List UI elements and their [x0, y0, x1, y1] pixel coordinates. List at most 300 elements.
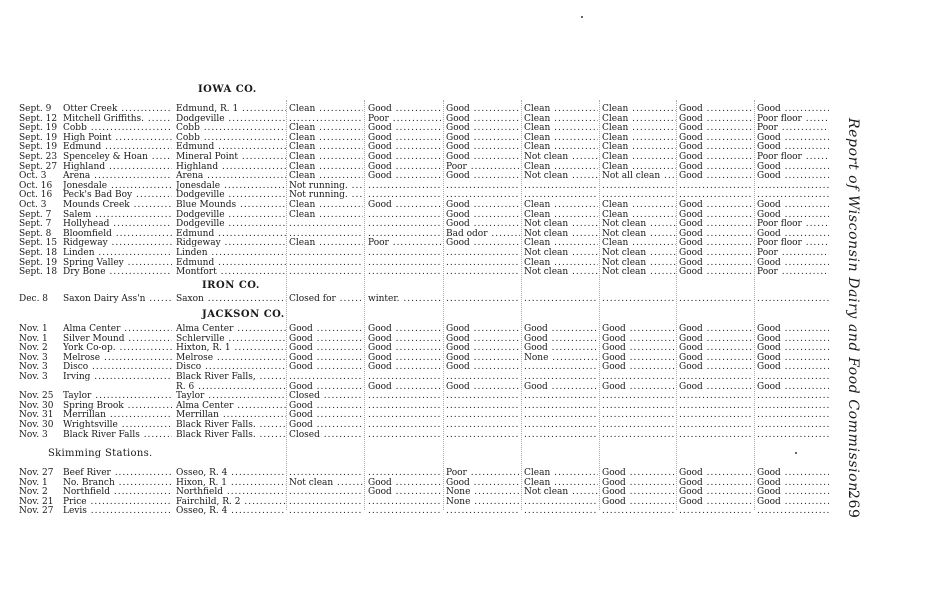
cell-col-1: Good .....: [289, 382, 363, 392]
cell-col-3: Poor .....: [446, 468, 520, 478]
cell-col-4: [524, 506, 598, 516]
cell-col-6: [679, 420, 753, 430]
cell-col-5: [602, 391, 676, 401]
cell-col-3: Poor .....: [446, 162, 520, 172]
cell-col-3: Good .....: [446, 334, 520, 344]
cell-factory-name: No. Branch .....: [63, 478, 172, 488]
cell-col-4: Not clean .....: [524, 229, 598, 239]
cell-col-2: [368, 210, 442, 220]
cell-col-2: Good .....: [368, 123, 442, 133]
cell-col-4: [524, 190, 598, 200]
cell-col-4: [524, 401, 598, 411]
cell-col-3: Bad odor .....: [446, 229, 520, 239]
cell-col-1: Clean .....: [289, 152, 363, 162]
cell-col-2: Good .....: [368, 152, 442, 162]
cell-factory-name: Black River Falls .....: [63, 430, 172, 440]
cell-col-7: [757, 294, 829, 304]
cell-col-6: Good .....: [679, 210, 753, 220]
cell-col-3: [446, 410, 520, 420]
cell-col-7: [757, 420, 829, 430]
cell-col-1: [289, 258, 363, 268]
cell-col-7: [757, 506, 829, 516]
cell-col-3: [446, 372, 520, 382]
cell-col-6: [679, 401, 753, 411]
cell-col-6: Good .....: [679, 267, 753, 277]
cell-col-1: Not clean .....: [289, 478, 363, 488]
cell-factory-name: Edmund .....: [63, 142, 172, 152]
cell-col-2: Good .....: [368, 343, 442, 353]
cell-factory-name: Levis .....: [63, 506, 172, 516]
cell-col-2: [368, 391, 442, 401]
cell-col-2: [368, 190, 442, 200]
cell-date: Sept. 7: [19, 209, 52, 220]
cell-date: Sept. 19: [19, 142, 58, 153]
table-row: [0, 382, 830, 392]
cell-col-6: Good .....: [679, 238, 753, 248]
table-row: [0, 353, 830, 363]
cell-col-2: [368, 229, 442, 239]
cell-col-3: Good .....: [446, 171, 520, 181]
cell-location: Hixton, R. 1 .....: [176, 343, 286, 353]
cell-location: Dodgeville .....: [176, 114, 286, 124]
cell-factory-name: Linden .....: [63, 248, 172, 258]
cell-col-6: Good .....: [679, 343, 753, 353]
cell-date: Nov. 21: [19, 496, 54, 507]
cell-location: Linden .....: [176, 248, 286, 258]
cell-location: Edmund .....: [176, 258, 286, 268]
cell-col-2: [368, 401, 442, 411]
cell-col-3: Good .....: [446, 238, 520, 248]
cell-col-2: [368, 430, 442, 440]
cell-col-6: [679, 190, 753, 200]
cell-col-5: Good .....: [602, 382, 676, 392]
table-row: [0, 248, 830, 258]
cell-factory-name: Mitchell Griffiths. .....: [63, 114, 172, 124]
cell-col-7: Poor floor .....: [757, 152, 829, 162]
cell-location: Jonesdale .....: [176, 181, 286, 191]
cell-col-3: Good .....: [446, 353, 520, 363]
cell-col-7: Good .....: [757, 362, 829, 372]
cell-col-2: [368, 248, 442, 258]
cell-col-2: Good .....: [368, 353, 442, 363]
cell-col-7: [757, 430, 829, 440]
cell-col-5: [602, 430, 676, 440]
cell-col-1: [289, 497, 363, 507]
cell-col-7: Poor .....: [757, 248, 829, 258]
table-row: [0, 152, 830, 162]
cell-col-6: [679, 294, 753, 304]
cell-col-4: Good .....: [524, 382, 598, 392]
cell-col-6: Good .....: [679, 114, 753, 124]
cell-col-5: Clean .....: [602, 200, 676, 210]
cell-date: Oct. 3: [19, 200, 47, 210]
cell-col-3: Good .....: [446, 324, 520, 334]
cell-col-6: Good .....: [679, 171, 753, 181]
cell-date: Nov. 27: [19, 468, 54, 478]
table-row: [0, 171, 830, 181]
cell-location: Cobb .....: [176, 123, 286, 133]
cell-col-5: Clean .....: [602, 142, 676, 152]
cell-col-1: Closed .....: [289, 430, 363, 440]
cell-col-2: Poor .....: [368, 238, 442, 248]
cell-col-3: [446, 401, 520, 411]
cell-col-4: [524, 372, 598, 382]
cell-col-2: [368, 372, 442, 382]
cell-location: Northfield .....: [176, 487, 286, 497]
cell-location: Edmund .....: [176, 142, 286, 152]
cell-col-1: Not running. .....: [289, 181, 363, 191]
cell-factory-name: Merrillan .....: [63, 410, 172, 420]
cell-date: Oct. 3: [19, 171, 47, 182]
table-row: [0, 334, 830, 344]
cell-col-3: Good .....: [446, 478, 520, 488]
cell-date: Nov. 3: [19, 372, 48, 382]
cell-col-6: Good .....: [679, 258, 753, 268]
cell-location: Ridgeway .....: [176, 238, 286, 248]
cell-col-3: Good .....: [446, 362, 520, 372]
cell-factory-name: Hollyhead .....: [63, 219, 172, 229]
cell-col-1: Good .....: [289, 334, 363, 344]
cell-date: Sept. 19: [19, 123, 58, 134]
cell-location: Schlerville .....: [176, 334, 286, 344]
cell-col-1: Closed .....: [289, 391, 363, 401]
cell-date: Nov. 1: [19, 477, 48, 488]
cell-col-3: [446, 430, 520, 440]
cell-col-6: Good .....: [679, 123, 753, 133]
cell-col-2: Good .....: [368, 487, 442, 497]
cell-location: Taylor .....: [176, 391, 286, 401]
cell-col-4: Not clean .....: [524, 171, 598, 181]
table-row: [0, 362, 830, 372]
table-row: [0, 181, 830, 191]
cell-col-1: Good .....: [289, 401, 363, 411]
cell-col-5: Clean .....: [602, 162, 676, 172]
cell-factory-name: Jonesdale .....: [63, 181, 172, 191]
cell-location: Cobb .....: [176, 133, 286, 143]
cell-date: Sept. 18: [19, 267, 58, 278]
cell-col-7: Good .....: [757, 200, 829, 210]
table-row: [0, 133, 830, 143]
table-row: [0, 190, 830, 200]
cell-col-6: [679, 506, 753, 516]
cell-location: Edmund, R. 1 .....: [176, 104, 286, 114]
table-row: [0, 238, 830, 248]
cell-col-5: Good .....: [602, 334, 676, 344]
cell-col-6: Good .....: [679, 497, 753, 507]
cell-col-6: Good .....: [679, 468, 753, 478]
cell-col-4: [524, 391, 598, 401]
cell-col-6: Good .....: [679, 162, 753, 172]
cell-col-5: Good .....: [602, 487, 676, 497]
cell-col-7: [757, 190, 829, 200]
cell-col-2: [368, 410, 442, 420]
cell-col-2: Good .....: [368, 334, 442, 344]
section-heading: IRON CO.: [202, 280, 260, 291]
cell-col-7: Good .....: [757, 142, 829, 152]
cell-col-4: Clean .....: [524, 238, 598, 248]
cell-col-5: Good .....: [602, 353, 676, 363]
cell-col-1: [289, 114, 363, 124]
cell-factory-name: Arena .....: [63, 171, 172, 181]
cell-col-6: Good .....: [679, 324, 753, 334]
cell-col-4: Not clean .....: [524, 267, 598, 277]
cell-factory-name: Silver Mound .....: [63, 334, 172, 344]
cell-col-2: Good .....: [368, 324, 442, 334]
cell-col-5: Not clean .....: [602, 267, 676, 277]
cell-col-4: [524, 497, 598, 507]
cell-date: Nov. 3: [19, 352, 48, 363]
cell-col-6: Good .....: [679, 219, 753, 229]
cell-col-1: Clean .....: [289, 133, 363, 143]
cell-factory-name: Northfield .....: [63, 487, 172, 497]
cell-col-6: Good .....: [679, 200, 753, 210]
cell-col-7: [757, 401, 829, 411]
cell-factory-name: Disco .....: [63, 362, 172, 372]
cell-col-1: Clean .....: [289, 200, 363, 210]
cell-col-1: Clean .....: [289, 238, 363, 248]
cell-col-7: Good .....: [757, 162, 829, 172]
cell-col-7: [757, 410, 829, 420]
cell-col-6: [679, 181, 753, 191]
cell-col-4: Clean .....: [524, 162, 598, 172]
section-heading: JACKSON CO.: [202, 309, 285, 320]
cell-location: Hixon, R. 1 .....: [176, 478, 286, 488]
cell-col-1: Good .....: [289, 343, 363, 353]
cell-col-6: [679, 430, 753, 440]
cell-col-7: [757, 391, 829, 401]
cell-col-2: Good .....: [368, 362, 442, 372]
cell-col-7: Good .....: [757, 258, 829, 268]
cell-location: Disco .....: [176, 362, 286, 372]
table-row: [0, 420, 830, 430]
cell-factory-name: Cobb .....: [63, 123, 172, 133]
table-row: [0, 372, 830, 382]
cell-date: Dec. 8: [19, 294, 49, 304]
cell-col-5: [602, 506, 676, 516]
cell-col-4: Not clean .....: [524, 219, 598, 229]
cell-col-1: Good .....: [289, 353, 363, 363]
cell-col-6: [679, 372, 753, 382]
cell-col-4: [524, 362, 598, 372]
table-row: [0, 219, 830, 229]
cell-col-1: Clean .....: [289, 123, 363, 133]
cell-col-4: [524, 420, 598, 430]
cell-col-5: Good .....: [602, 497, 676, 507]
table-row: [0, 104, 830, 114]
cell-col-3: [446, 267, 520, 277]
cell-col-2: Good .....: [368, 478, 442, 488]
table-row: [0, 200, 830, 210]
cell-col-4: Clean .....: [524, 114, 598, 124]
cell-col-5: Not clean .....: [602, 248, 676, 258]
cell-col-5: [602, 181, 676, 191]
cell-col-1: [289, 267, 363, 277]
cell-col-2: Good .....: [368, 142, 442, 152]
cell-date: Sept. 7: [19, 219, 52, 230]
cell-col-1: [289, 487, 363, 497]
cell-factory-name: Spring Valley .....: [63, 258, 172, 268]
cell-col-4: Clean .....: [524, 133, 598, 143]
cell-col-4: Clean .....: [524, 123, 598, 133]
table-row: [0, 343, 830, 353]
cell-col-7: Good .....: [757, 382, 829, 392]
cell-col-7: Good .....: [757, 133, 829, 143]
cell-col-4: [524, 181, 598, 191]
cell-location: Dodgeville .....: [176, 190, 286, 200]
cell-col-4: Clean .....: [524, 200, 598, 210]
cell-location: Dodgeville .....: [176, 219, 286, 229]
cell-location: Black River Falls. .....: [176, 430, 286, 440]
cell-col-5: Good .....: [602, 478, 676, 488]
cell-col-1: Not running. .....: [289, 190, 363, 200]
cell-factory-name: Irving .....: [63, 372, 172, 382]
cell-col-5: Not all clean .....: [602, 171, 676, 181]
cell-location: Mineral Point .....: [176, 152, 286, 162]
cell-col-1: Clean .....: [289, 104, 363, 114]
cell-location: Edmund .....: [176, 229, 286, 239]
cell-date: Nov. 25: [19, 391, 54, 402]
cell-col-7: Poor floor .....: [757, 219, 829, 229]
cell-location: Black River Falls. .....: [176, 420, 286, 430]
cell-col-4: Good .....: [524, 334, 598, 344]
section-heading: Skimming Stations.: [48, 448, 153, 459]
cell-date: Sept. 18: [19, 248, 58, 258]
cell-col-5: Not clean .....: [602, 229, 676, 239]
table-row: [0, 267, 830, 277]
cell-col-3: [446, 248, 520, 258]
cell-col-3: Good .....: [446, 133, 520, 143]
cell-col-5: Clean .....: [602, 152, 676, 162]
cell-col-2: [368, 267, 442, 277]
running-header: [843, 118, 865, 518]
cell-col-1: Good .....: [289, 410, 363, 420]
cell-col-6: [679, 410, 753, 420]
cell-col-3: Good .....: [446, 114, 520, 124]
cell-location: Osseo, R. 4 .....: [176, 506, 286, 516]
cell-col-5: [602, 401, 676, 411]
cell-col-2: Good .....: [368, 200, 442, 210]
cell-col-5: Good .....: [602, 343, 676, 353]
cell-col-3: [446, 420, 520, 430]
cell-col-3: Good .....: [446, 200, 520, 210]
cell-col-7: Good .....: [757, 478, 829, 488]
cell-col-5: [602, 190, 676, 200]
cell-col-5: Good .....: [602, 468, 676, 478]
cell-col-7: Good .....: [757, 104, 829, 114]
cell-date: Nov. 3: [19, 429, 48, 440]
cell-date: Oct. 16: [19, 190, 53, 201]
table-row: [0, 258, 830, 268]
cell-col-2: [368, 181, 442, 191]
cell-col-3: Good .....: [446, 382, 520, 392]
cell-col-5: Clean .....: [602, 104, 676, 114]
cell-date: Nov. 1: [19, 324, 48, 334]
cell-col-4: Not clean .....: [524, 487, 598, 497]
cell-col-7: Poor floor .....: [757, 238, 829, 248]
cell-col-5: Good .....: [602, 324, 676, 334]
cell-col-1: [289, 372, 363, 382]
cell-date: Nov. 1: [19, 333, 48, 344]
cell-col-2: winter. .....: [368, 294, 442, 304]
cell-col-6: Good .....: [679, 142, 753, 152]
cell-col-7: Good .....: [757, 171, 829, 181]
cell-col-1: Clean .....: [289, 210, 363, 220]
cell-col-2: [368, 506, 442, 516]
cell-col-5: Clean .....: [602, 114, 676, 124]
table-row: [0, 229, 830, 239]
cell-col-1: Clean .....: [289, 171, 363, 181]
cell-col-2: Good .....: [368, 162, 442, 172]
cell-factory-name: Beef River .....: [63, 468, 172, 478]
page-number: 269: [845, 490, 861, 519]
cell-col-7: Good .....: [757, 210, 829, 220]
cell-date: Nov. 30: [19, 420, 54, 430]
cell-location: Montfort .....: [176, 267, 286, 277]
cell-col-6: Good .....: [679, 382, 753, 392]
cell-col-4: [524, 430, 598, 440]
cell-col-2: [368, 497, 442, 507]
cell-col-1: [289, 506, 363, 516]
cell-location: R. 6 .....: [176, 382, 286, 392]
cell-col-5: Clean .....: [602, 133, 676, 143]
cell-date: Nov. 27: [19, 506, 54, 517]
cell-factory-name: Price .....: [63, 497, 172, 507]
table-row: [0, 294, 830, 304]
cell-col-4: Clean .....: [524, 210, 598, 220]
cell-col-5: Clean .....: [602, 210, 676, 220]
cell-factory-name: Alma Center .....: [63, 324, 172, 334]
cell-factory-name: Saxon Dairy Ass'n .....: [63, 294, 172, 304]
cell-date: Sept. 12: [19, 113, 58, 124]
cell-col-6: Good .....: [679, 353, 753, 363]
cell-col-5: [602, 372, 676, 382]
table-row: [0, 468, 830, 478]
cell-col-5: Good .....: [602, 362, 676, 372]
cell-location: Melrose .....: [176, 353, 286, 363]
table-row: [0, 391, 830, 401]
cell-date: Nov. 3: [19, 362, 48, 373]
cell-col-6: Good .....: [679, 478, 753, 488]
cell-col-7: Good .....: [757, 468, 829, 478]
cell-col-1: Good .....: [289, 420, 363, 430]
cell-col-3: Good .....: [446, 210, 520, 220]
cell-date: Sept. 27: [19, 161, 58, 172]
cell-col-6: Good .....: [679, 248, 753, 258]
cell-col-5: Clean .....: [602, 238, 676, 248]
cell-col-3: [446, 506, 520, 516]
cell-factory-name: Highland .....: [63, 162, 172, 172]
cell-location: Alma Center .....: [176, 324, 286, 334]
speck: [795, 452, 797, 454]
cell-col-5: [602, 420, 676, 430]
cell-col-7: Good .....: [757, 324, 829, 334]
cell-date: Nov. 30: [19, 400, 54, 411]
cell-col-7: Good .....: [757, 343, 829, 353]
cell-date: Nov. 2: [19, 487, 48, 498]
cell-location: Arena .....: [176, 171, 286, 181]
cell-col-7: [757, 181, 829, 191]
cell-col-1: Clean .....: [289, 162, 363, 172]
cell-location: Osseo, R. 4 .....: [176, 468, 286, 478]
cell-date: Nov. 2: [19, 343, 48, 354]
cell-col-7: Good .....: [757, 334, 829, 344]
cell-factory-name: Salem .....: [63, 210, 172, 220]
cell-col-2: Good .....: [368, 133, 442, 143]
cell-factory-name: Ridgeway .....: [63, 238, 172, 248]
cell-location: Highland .....: [176, 162, 286, 172]
cell-col-5: [602, 294, 676, 304]
cell-col-7: Poor .....: [757, 123, 829, 133]
